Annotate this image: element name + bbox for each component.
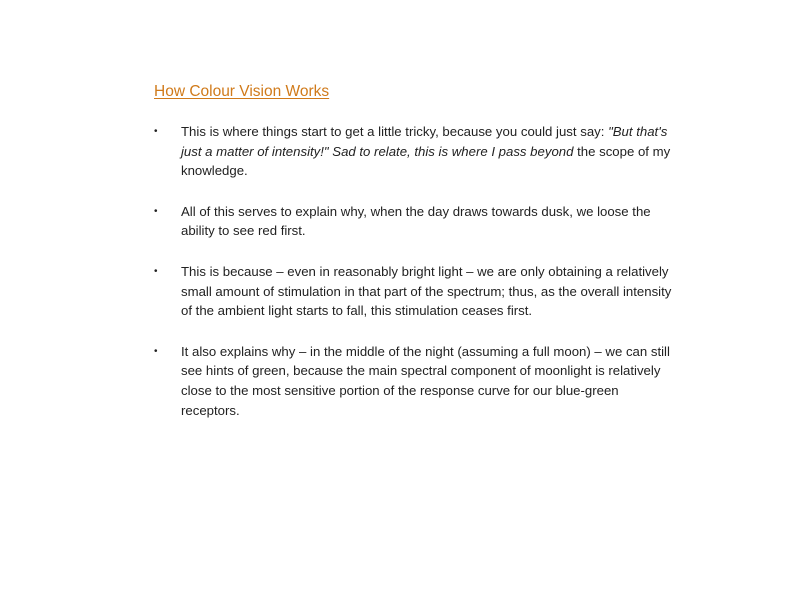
bullet-text: All of this serves to explain why, when the day draws towards dusk, we loose the ability to see red first. [181, 203, 651, 239]
bullet-item [154, 202, 661, 241]
bullet-dot-icon: • [154, 126, 158, 137]
bullet-list [154, 122, 674, 441]
bullet-text-segment: This is where things start to get a little tricky, because you could just say: [181, 124, 609, 139]
bullet-text: It also explains why – in the middle of the night (assuming a full moon) – we can still see hints of green, because the main spectral component of moonlight is relatively close to the most sensitive portion of the response curve for our blue-green receptors. [181, 343, 670, 418]
slide-title: How Colour Vision Works [154, 83, 330, 100]
bullet-item [154, 262, 681, 321]
bullet-item [154, 122, 671, 181]
bullet-dot-icon: • [154, 205, 158, 217]
bullet-dot-icon: • [154, 265, 158, 277]
bullet-item [154, 342, 671, 420]
bullet-text-italic-segment: "But that's just a matter of intensity!" Sad to relate, this is where I pass beyond [181, 124, 668, 159]
bullet-dot-icon: • [154, 345, 158, 357]
bullet-text: This is because – even in reasonably bright light – we are only obtaining a relatively small amount of stimulation in that part of the spectrum; thus, as the overall intensity of the ambient light starts to fall, this stimulation ceases first. [181, 263, 672, 319]
bullet-text [181, 122, 671, 181]
bullet-text-segment: the scope of my knowledge. [181, 143, 671, 179]
